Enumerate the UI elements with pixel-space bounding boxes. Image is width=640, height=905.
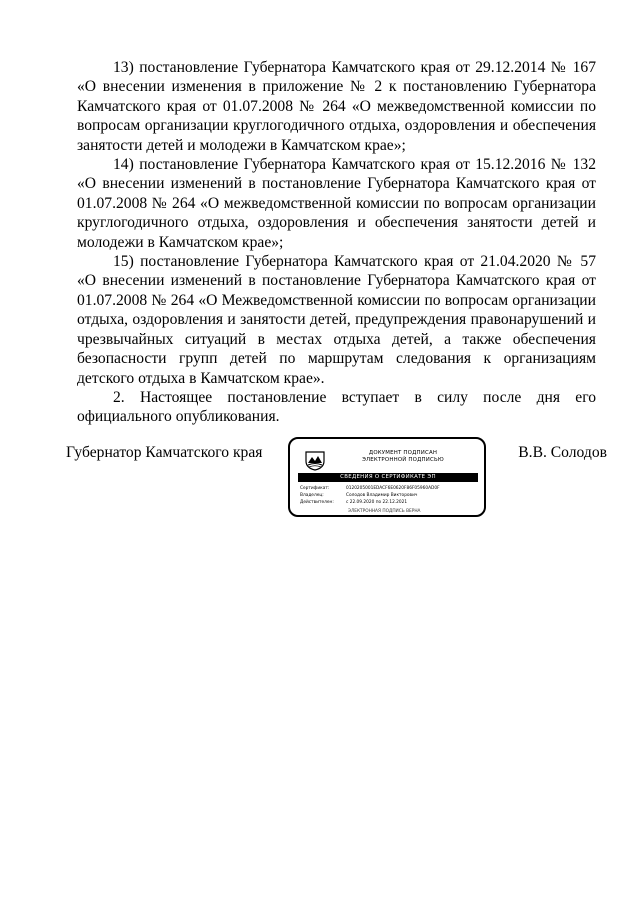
- stamp-certificate-row: [300, 486, 440, 492]
- clause-2: 2. Настоящее постановление вступает в силу после дня его официального опубликования.: [77, 388, 596, 426]
- owner-label: Владелец:: [300, 493, 324, 498]
- list-item-14: 14) постановление Губернатора Камчатского края от 15.12.2016 № 132 «О внесении изменений в постановление Губернатора Камчатского края от 01.07.2008 № 264 «О межведомственной комиссии по вопросам организации круглогодичного отдыха, оздоровления и обеспечения занятости детей и молодежи в Камчатском крае»;: [77, 156, 596, 251]
- signatory-position: Губернатор Камчатского края: [66, 444, 263, 461]
- stamp-validity-row: [300, 500, 407, 506]
- stamp-owner-row: [300, 493, 417, 499]
- document-body: [77, 58, 596, 427]
- signatory-name: В.В. Солодов: [518, 444, 607, 461]
- stamp-certificate-header: СВЕДЕНИЯ О СЕРТИФИКАТЕ ЭП: [298, 473, 478, 482]
- validity-value: с 22.09.2020 по 22.12.2021: [346, 500, 408, 505]
- stamp-title: [334, 450, 472, 464]
- owner-value: Солодов Владимир Викторович: [346, 493, 418, 498]
- stamp-title-line1: ДОКУМЕНТ ПОДПИСАН: [368, 450, 438, 456]
- certificate-label: Сертификат:: [300, 486, 330, 491]
- validity-label: Действителен:: [300, 500, 334, 505]
- electronic-signature-stamp: [288, 437, 486, 517]
- certificate-value: 0120205001EDACF6E0620F86F05960AD0F: [346, 486, 440, 491]
- list-item-15: 15) постановление Губернатора Камчатского края от 21.04.2020 № 57 «О внесении изменений в постановление Губернатора Камчатского края от 01.07.2008 № 264 «О Межведомственной комиссии по вопросам организации отдыха, оздоровления и занятости детей, предупреждения правонарушений и чрезвычайных ситуаций в местах отдыха детей, а также обеспечения безопасности групп детей по маршрутам следования к организациям детского отдыха в Камчатском крае».: [77, 253, 596, 387]
- stamp-title-line2: ЭЛЕКТРОННОЙ ПОДПИСЬЮ: [362, 457, 444, 463]
- stamp-footer: ЭЛЕКТРОННАЯ ПОДПИСЬ ВЕРНА: [348, 509, 421, 514]
- list-item-13: 13) постановление Губернатора Камчатского края от 29.12.2014 № 167 «О внесении изменения в приложение № 2 к постановлению Губернатора Камчатского края от 01.07.2008 № 264 «О межведомственной комиссии по вопросам организации круглогодичного отдыха, оздоровления и обеспечения занятости детей и молодежи в Камчатском крае»;: [77, 59, 596, 154]
- coat-of-arms-icon: [304, 449, 326, 471]
